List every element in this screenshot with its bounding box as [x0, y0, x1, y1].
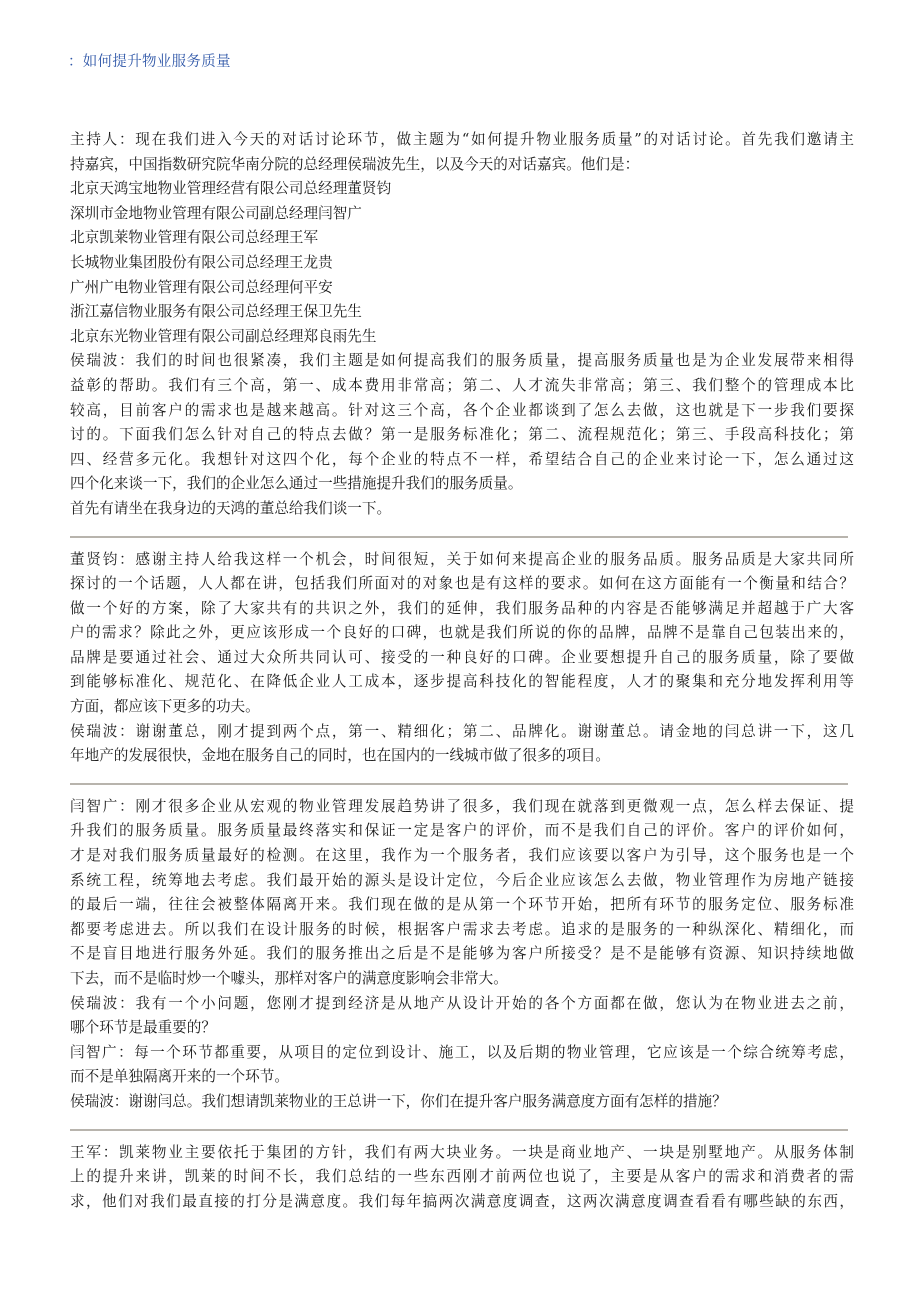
text-line: 深圳市金地物业管理有限公司副总经理闫智广: [70, 204, 362, 222]
text-line: 户的需求？除此之外，更应该形成一个良好的口碑，也就是我们所说的你的品牌，品牌不是靠自己包装出来的，: [70, 624, 854, 642]
text-line: 做一个好的方案，除了大家共有的共识之外，我们的延伸，我们服务品种的内容是否能够满足并超越于广大客: [70, 599, 854, 617]
text-line: 方面，都应该下更多的功夫。: [70, 698, 260, 716]
section-divider: [70, 783, 848, 785]
text-line: 董贤钧：感谢主持人给我这样一个机会，时间很短，关于如何来提高企业的服务品质。服务品质是大家共同所: [70, 550, 854, 568]
text-line: 广州广电物业管理有限公司总经理何平安: [70, 278, 333, 296]
section-divider: [70, 536, 848, 538]
text-line: 侯瑞波：我有一个小问题，您刚才提到经济是从地产从设计开始的各个方面都在做，您认为在物业进去之前，: [70, 994, 854, 1012]
dialogue-section: [70, 795, 854, 1115]
text-line: 不是盲目地进行服务外延。我们的服务推出之后是不是能够为客户所接受？是不是能够有资源、知识持续地做: [70, 945, 854, 963]
text-line: 上的提升来讲，凯莱的时间不长，我们总结的一些东西刚才前两位也说了，主要是从客户的需求和消费者的需: [70, 1168, 854, 1186]
text-line: 侯瑞波：谢谢董总，刚才提到两个点，第一、精细化；第二、品牌化。谢谢董总。请金地的闫总讲一下，这几: [70, 722, 854, 740]
text-line: 哪个环节是最重要的？: [70, 1019, 216, 1037]
text-line: 四、经营多元化。我想针对这四个化，每个企业的特点不一样，希望结合自己的企业来讨论一下，怎么通过这: [70, 450, 854, 468]
text-line: 首先有请坐在我身边的天鸿的董总给我们谈一下。: [70, 499, 392, 517]
section-divider: [70, 1129, 848, 1131]
dialogue-section: [70, 548, 854, 769]
text-line: 到能够标准化、规范化、在降低企业人工成本，逐步提高科技化的智能程度，人才的聚集和充分地发挥利用等: [70, 673, 854, 691]
text-line: 都要考虑进去。所以我们在设计服务的时候，根据客户需求去考虑。追求的是服务的一种纵深化、精细化，而: [70, 920, 854, 938]
text-line: 品牌是要通过社会、通过大众所共同认可、接受的一种良好的口碑。企业要想提升自己的服务质量，除了要做: [70, 648, 854, 666]
text-line: 的最后一端，往往会被整体隔离开来。我们现在做的是从第一个环节开始，把所有环节的服务定位、服务标准: [70, 896, 854, 914]
text-line: 讨的。下面我们怎么针对自己的特点去做？第一是服务标准化；第二、流程规范化；第三、手段高科技化；第: [70, 426, 854, 444]
document-title: ：如何提升物业服务质量: [68, 54, 231, 70]
dialogue-section: [70, 128, 854, 522]
text-line: 闫智广：每一个环节都重要，从项目的定位到设计、施工，以及后期的物业管理，它应该是一个综合统筹考虑，: [70, 1043, 854, 1061]
text-line: 侯瑞波：我们的时间也很紧凑，我们主题是如何提高我们的服务质量，提高服务质量也是为企业发展带来相得: [70, 352, 854, 370]
text-line: 主持人：现在我们进入今天的对话讨论环节，做主题为“如何提升物业服务质量”的对话讨论。首先我们邀请主: [70, 131, 854, 148]
text-line: 益彰的帮助。我们有三个高，第一、成本费用非常高；第二、人才流失非常高；第三、我们整个的管理成本比: [70, 376, 854, 394]
text-line: 持嘉宾，中国指数研究院华南分院的总经理侯瑞波先生，以及今天的对话嘉宾。他们是：: [70, 155, 640, 173]
dialogue-section: [70, 1141, 854, 1215]
text-line: 四个化来谈一下，我们的企业怎么通过一些措施提升我们的服务质量。: [70, 475, 523, 493]
text-line: 北京东光物业管理有限公司副总经理郑良雨先生: [70, 327, 377, 345]
text-line: 升我们的服务质量。服务质量最终落实和保证一定是客户的评价，而不是我们自己的评价。客户的评价如何，: [70, 822, 854, 840]
text-line: 下去，而不是临时炒一个噱头，那样对客户的满意度影响会非常大。: [70, 970, 508, 987]
text-line: 浙江嘉信物业服务有限公司总经理王保卫先生: [70, 303, 362, 321]
text-line: 而不是单独隔离开来的一个环节。: [70, 1068, 289, 1086]
text-line: 侯瑞波：谢谢闫总。我们想请凯莱物业的王总讲一下，你们在提升客户服务满意度方面有怎样的措施？: [70, 1092, 727, 1110]
text-line: 北京天鸿宝地物业管理经营有限公司总经理董贤钧: [70, 180, 392, 198]
document-body: [70, 128, 854, 1214]
text-line: 求，他们对我们最直接的打分是满意度。我们每年搞两次满意度调查，这两次满意度调查看看有哪些缺的东西，: [70, 1192, 854, 1210]
text-line: 较高，目前客户的需求也是越来越高。针对这三个高，各个企业都谈到了怎么去做，这也就是下一步我们要探: [70, 401, 854, 419]
text-line: 王军：凯莱物业主要依托于集团的方针，我们有两大块业务。一块是商业地产、一块是别墅地产。从服务体制: [70, 1143, 854, 1161]
text-line: 闫智广：刚才很多企业从宏观的物业管理发展趋势讲了很多，我们现在就落到更微观一点，怎么样去保证、提: [70, 797, 854, 815]
text-line: 系统工程，统筹地去考虑。我们最开始的源头是设计定位，今后企业应该怎么去做，物业管理作为房地产链接: [70, 871, 854, 889]
text-line: 长城物业集团股份有限公司总经理王龙贵: [70, 253, 333, 271]
text-line: 才是对我们服务质量最好的检测。在这里，我作为一个服务者，我们应该要以客户为引导，这个服务也是一个: [70, 847, 854, 865]
text-line: 探讨的一个话题，人人都在讲，包括我们所面对的对象也是有这样的要求。如何在这方面能有一个衡量和结合？: [70, 575, 854, 593]
text-line: 北京凯莱物业管理有限公司总经理王军: [70, 229, 319, 247]
text-line: 年地产的发展很快，金地在服务自己的同时，也在国内的一线城市做了很多的项目。: [70, 747, 610, 765]
